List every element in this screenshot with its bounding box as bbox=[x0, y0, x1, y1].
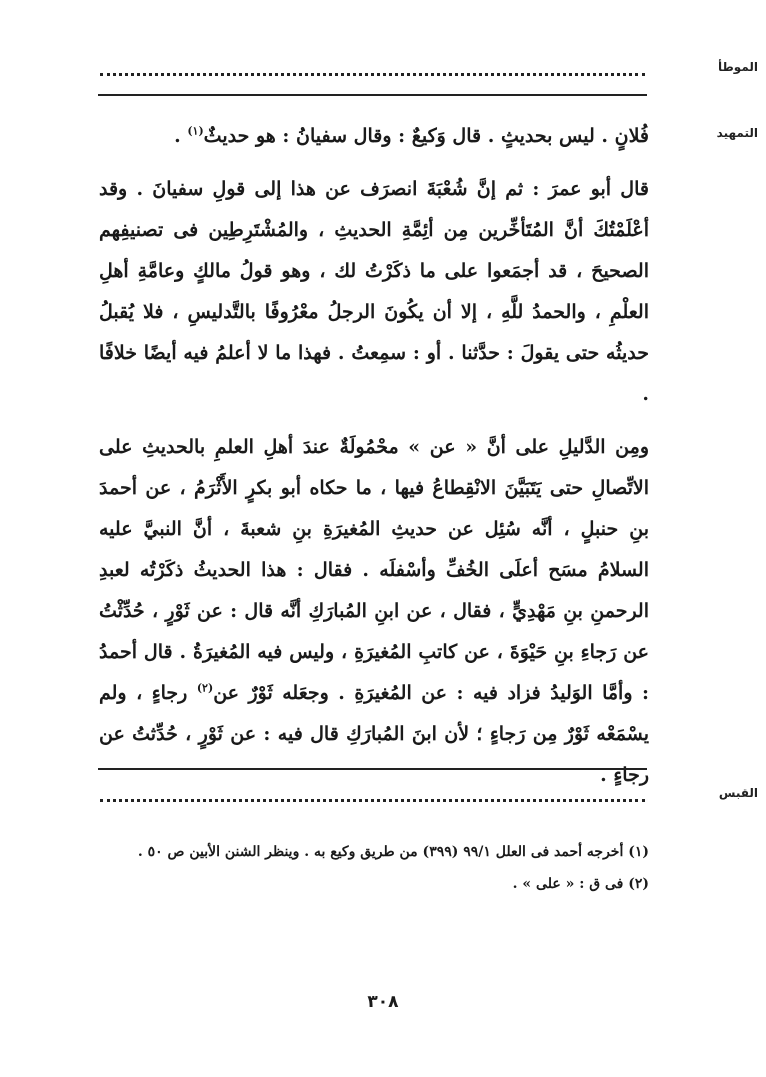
paragraph-1: فُلانٍ . ليس بحديثٍ . قال وَكيعٌ : وقال سفيانُ : هو حديثٌ$^{(١)}$ . bbox=[174, 124, 649, 147]
header-rule bbox=[98, 94, 647, 96]
footnote-1: (١) أخرجه أحمد فى العلل ٩٩/١ (٣٩٩) من طريق وكيع به . وينظر الشنن الأبين ص ٥٠ . bbox=[137, 844, 649, 860]
footnote-2: (٢) فى ق : « على » . bbox=[512, 876, 649, 892]
paragraph-3 bbox=[99, 427, 649, 796]
header-dotted-line bbox=[100, 66, 645, 76]
paragraph-2: قال أبو عمرَ : ثم إنَّ شُعْبَةَ انصرَف عن هذا إلى قولِ سفيانَ . وقد أعْلَمْتُكَ أنَّ المُتَأخِّرين مِن أئِمَّةِ الحديثِ ، والمُشْتَرِطِين فى تصنيفِهم الصحيحَ ، قد أجمَعوا على ما ذكَرْتُ لك ، وهو قولُ مالكٍ وعامَّةِ أهلِ العلْمِ ، والحمدُ للَّهِ ، إلا أن يكُونَ الرجلُ معْرُوفًا بالتَّدليسِ ، فلا يُقبلُ حديثُه حتى يقولَ : حدَّثنا . أو : سمِعتُ . فهذا ما لا أعلمُ فيه أيضًا خلافًا . bbox=[99, 178, 649, 405]
lower-rule bbox=[98, 768, 647, 770]
main-text bbox=[99, 116, 649, 796]
footnote-ref-2[interactable]: (٢) bbox=[196, 681, 214, 695]
page-number: ٣٠٨ bbox=[367, 992, 399, 1012]
tamhid-label: التمهيد bbox=[716, 126, 758, 140]
paragraph-3-text: ومِن الدَّليلِ على أنَّ « عن » محْمُولَةٌ عندَ أهلِ العلمِ بالحديثِ على الاتِّصالِ حتى يَتَبَيَّنَ الانْقِطاعُ فيها ، ما حكاه أبو بكرٍ الأَثْرَمُ ، عن أحمدَ بنِ حنبلٍ ، أنَّه سُئِل عن حديثِ المُغيرَةِ بنِ شعبةَ ، أنَّ النبيَّ عليه السلامُ مسَح أعلَى الخُفِّ وأسْفلَه . فقال : هذا الحديثُ ذكَرْتُه لعبدِ الرحمنِ بنِ مَهْدِيٍّ ، فقال ، عن ابنِ المُبارَكِ أنَّه قال : عن ثَوْرٍ ، حُدِّثْتُ عن رَجاءِ بنِ حَيْوَةَ ، عن كاتبِ المُغيرَةِ ، وليس فيه المُغيرَةُ . قال أحمدُ : وأمَّا الوَليدُ فزاد فيه : عن المُغيرَةِ . وجعَله ثَوْرٌ عن bbox=[99, 436, 649, 704]
paragraph-3-continuation: رجاءٍ ، ولم يسْمَعْه ثَوْرٌ مِن رَجاءٍ ؛ لأن ابنَ المُبارَكِ قال فيه : عن ثَوْرٍ ، حُدِّثتُ عن رجاءٍ . bbox=[99, 682, 649, 786]
footnotes bbox=[99, 836, 649, 900]
book-label: الموطأ bbox=[718, 60, 758, 74]
paragraph-1-text: فُلانٍ . ليس بحديثٍ . قال وَكيعٌ : وقال سفيانُ : هو حديثٌ bbox=[203, 125, 649, 147]
qabas-label: القبس bbox=[718, 786, 758, 800]
footnote-ref-1[interactable]: (١) bbox=[187, 124, 204, 138]
lower-dotted-line bbox=[100, 792, 645, 802]
